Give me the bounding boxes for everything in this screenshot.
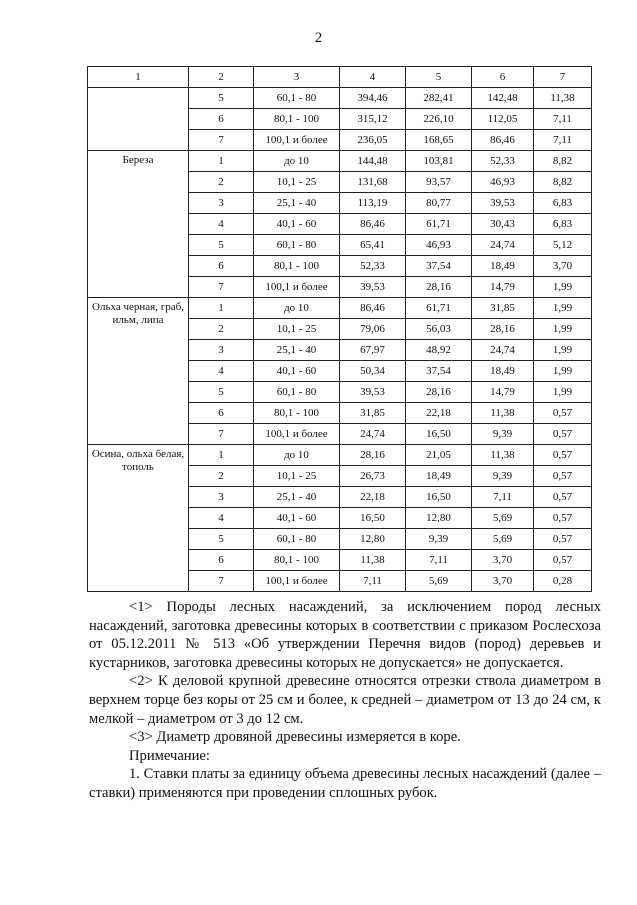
table-cell: до 10 [254,298,340,319]
table-cell: 39,53 [472,193,534,214]
header-cell: 4 [340,67,406,88]
table-cell: 2 [189,319,254,340]
table-cell: 7,11 [534,130,592,151]
table-cell: до 10 [254,151,340,172]
table-cell: 28,16 [406,277,472,298]
table-cell: 1,99 [534,277,592,298]
table-cell: 1,99 [534,361,592,382]
table-cell: 282,41 [406,88,472,109]
table-cell: 168,65 [406,130,472,151]
table-cell: 46,93 [472,172,534,193]
table-cell: 37,54 [406,256,472,277]
table-cell: 3 [189,487,254,508]
table-cell: 100,1 и более [254,571,340,592]
page-number: 2 [314,30,323,46]
table-row [88,298,592,319]
table-cell: 5,69 [472,508,534,529]
table-cell: 30,43 [472,214,534,235]
table-cell: 6,83 [534,193,592,214]
table-cell: 112,05 [472,109,534,130]
table-cell: 100,1 и более [254,424,340,445]
table-cell: 40,1 - 60 [254,214,340,235]
table-cell: 28,16 [472,319,534,340]
table-cell: 100,1 и более [254,130,340,151]
table-row [88,151,592,172]
table-cell: 7 [189,130,254,151]
table-cell: 14,79 [472,382,534,403]
table-cell: 5 [189,382,254,403]
footnote-1: <1> Породы лесных насаждений, за исключением пород лесных насаждений, заготовка древесины которых в соответствии с приказом Рослесхоза от 05.12.2011 № 513 «Об утверждении Перечня видов (пород) деревьев и кустарников, заготовка древесины которых не допускается» не допускается. [89,599,601,671]
table-cell: 39,53 [340,277,406,298]
table-cell: 7 [189,424,254,445]
table-cell: 7,11 [406,550,472,571]
table-cell: 0,57 [534,487,592,508]
table-cell: 394,46 [340,88,406,109]
table-cell: 11,38 [340,550,406,571]
table-cell: 0,57 [534,508,592,529]
table-cell: 80,1 - 100 [254,256,340,277]
table-cell: 9,39 [472,424,534,445]
table-cell: 60,1 - 80 [254,382,340,403]
table-cell: 18,49 [472,361,534,382]
header-cell: 5 [406,67,472,88]
table-cell: 236,05 [340,130,406,151]
table-cell: 31,85 [472,298,534,319]
table-cell: 86,46 [340,298,406,319]
table-cell: 8,82 [534,151,592,172]
table-cell: 21,05 [406,445,472,466]
table-cell: 1,99 [534,382,592,403]
table-cell: 4 [189,361,254,382]
table-cell: 3 [189,193,254,214]
footnotes [89,598,601,803]
table-cell: 2 [189,172,254,193]
table-cell: 18,49 [406,466,472,487]
table-cell: 12,80 [340,529,406,550]
table-cell: 6 [189,256,254,277]
table-cell: 12,80 [406,508,472,529]
rates-table-body [88,67,592,592]
table-cell: 80,1 - 100 [254,403,340,424]
table-cell: 6 [189,403,254,424]
table-cell: 8,82 [534,172,592,193]
table-cell: 3,70 [534,256,592,277]
header-cell: 7 [534,67,592,88]
table-cell: 14,79 [472,277,534,298]
header-cell: 6 [472,67,534,88]
table-cell: 103,81 [406,151,472,172]
remark-title: Примечание: [129,747,210,764]
table-cell: 61,71 [406,214,472,235]
table-cell: 67,97 [340,340,406,361]
table-cell: 0,57 [534,550,592,571]
table-cell: 18,49 [472,256,534,277]
table-cell: 86,46 [472,130,534,151]
table-cell: 0,57 [534,466,592,487]
species-cell: Осина, ольха белая, тополь [88,445,189,592]
table-cell: 1,99 [534,340,592,361]
table-cell: 80,1 - 100 [254,550,340,571]
table-cell: 25,1 - 40 [254,193,340,214]
table-cell: 3,70 [472,550,534,571]
table-cell: 16,50 [406,424,472,445]
table-cell: 16,50 [406,487,472,508]
table-cell: 1 [189,151,254,172]
header-cell: 3 [254,67,340,88]
table-cell: 5,69 [406,571,472,592]
table-cell: 0,57 [534,529,592,550]
table-cell: 39,53 [340,382,406,403]
table-cell: 7 [189,277,254,298]
table-cell: 0,57 [534,424,592,445]
footnote-3: <3> Диаметр дровяной древесины измеряется в коре. [129,729,461,746]
header-cell: 1 [88,67,189,88]
table-cell: 7,11 [534,109,592,130]
rates-table [87,66,592,592]
table-cell: 131,68 [340,172,406,193]
table-cell: 28,16 [406,382,472,403]
table-cell: 50,34 [340,361,406,382]
table-cell: 10,1 - 25 [254,466,340,487]
table-cell: 10,1 - 25 [254,172,340,193]
table-cell: 7,11 [340,571,406,592]
table-cell: 25,1 - 40 [254,340,340,361]
table-cell: 22,18 [340,487,406,508]
table-cell: 144,48 [340,151,406,172]
table-cell: 5 [189,529,254,550]
table-cell: 60,1 - 80 [254,88,340,109]
table-cell: 86,46 [340,214,406,235]
table-cell: 31,85 [340,403,406,424]
remark-1: 1. Ставки платы за единицу объема древесины лесных насаждений (далее – ставки) применяются при проведении сплошных рубок. [89,766,601,801]
table-cell: 5 [189,88,254,109]
table-cell: 56,03 [406,319,472,340]
table-cell: 7,11 [472,487,534,508]
table-cell: 40,1 - 60 [254,361,340,382]
table-cell: 5,69 [472,529,534,550]
table-cell: 3 [189,340,254,361]
table-cell: 0,57 [534,403,592,424]
footnote-2: <2> К деловой крупной древесине относятся отрезки ствола диаметром в верхнем торце без коры от 25 см и более, к средней – диаметром от 13 до 24 см, к мелкой – диаметром от 3 до 12 см. [89,673,601,727]
table-cell: 3,70 [472,571,534,592]
table-cell: 1 [189,298,254,319]
table-cell: 10,1 - 25 [254,319,340,340]
table-cell: 24,74 [472,340,534,361]
table-cell: 25,1 - 40 [254,487,340,508]
table-cell: 226,10 [406,109,472,130]
table-cell: 4 [189,214,254,235]
table-cell: 65,41 [340,235,406,256]
table-cell: 100,1 и более [254,277,340,298]
table-cell: 60,1 - 80 [254,529,340,550]
table-cell: 11,38 [534,88,592,109]
table-cell: 11,38 [472,445,534,466]
table-cell: 1 [189,445,254,466]
table-row [88,445,592,466]
table-cell: 4 [189,508,254,529]
table-cell: 0,57 [534,445,592,466]
table-cell: 60,1 - 80 [254,235,340,256]
table-cell: 113,19 [340,193,406,214]
table-cell: 6,83 [534,214,592,235]
species-cell [88,88,189,151]
table-row [88,88,592,109]
table-cell: 79,06 [340,319,406,340]
header-cell: 2 [189,67,254,88]
table-cell: 26,73 [340,466,406,487]
table-cell: 9,39 [406,529,472,550]
table-cell: 24,74 [472,235,534,256]
table-cell: 0,28 [534,571,592,592]
table-cell: 315,12 [340,109,406,130]
table-cell: 40,1 - 60 [254,508,340,529]
species-cell: Ольха черная, граб, ильм, липа [88,298,189,445]
table-cell: 11,38 [472,403,534,424]
table-cell: 142,48 [472,88,534,109]
table-cell: 37,54 [406,361,472,382]
table-cell: 93,57 [406,172,472,193]
table-cell: 46,93 [406,235,472,256]
table-cell: 5,12 [534,235,592,256]
table-cell: 80,1 - 100 [254,109,340,130]
table-cell: 6 [189,109,254,130]
table-cell: 28,16 [340,445,406,466]
table-header-row [88,67,592,88]
table-cell: 16,50 [340,508,406,529]
table-cell: 52,33 [340,256,406,277]
species-cell: Береза [88,151,189,298]
table-cell: 6 [189,550,254,571]
table-cell: 7 [189,571,254,592]
table-cell: 61,71 [406,298,472,319]
table-cell: до 10 [254,445,340,466]
table-cell: 5 [189,235,254,256]
table-cell: 1,99 [534,319,592,340]
table-cell: 9,39 [472,466,534,487]
table-cell: 80,77 [406,193,472,214]
table-cell: 22,18 [406,403,472,424]
table-cell: 24,74 [340,424,406,445]
table-cell: 52,33 [472,151,534,172]
table-cell: 48,92 [406,340,472,361]
table-cell: 2 [189,466,254,487]
table-cell: 1,99 [534,298,592,319]
